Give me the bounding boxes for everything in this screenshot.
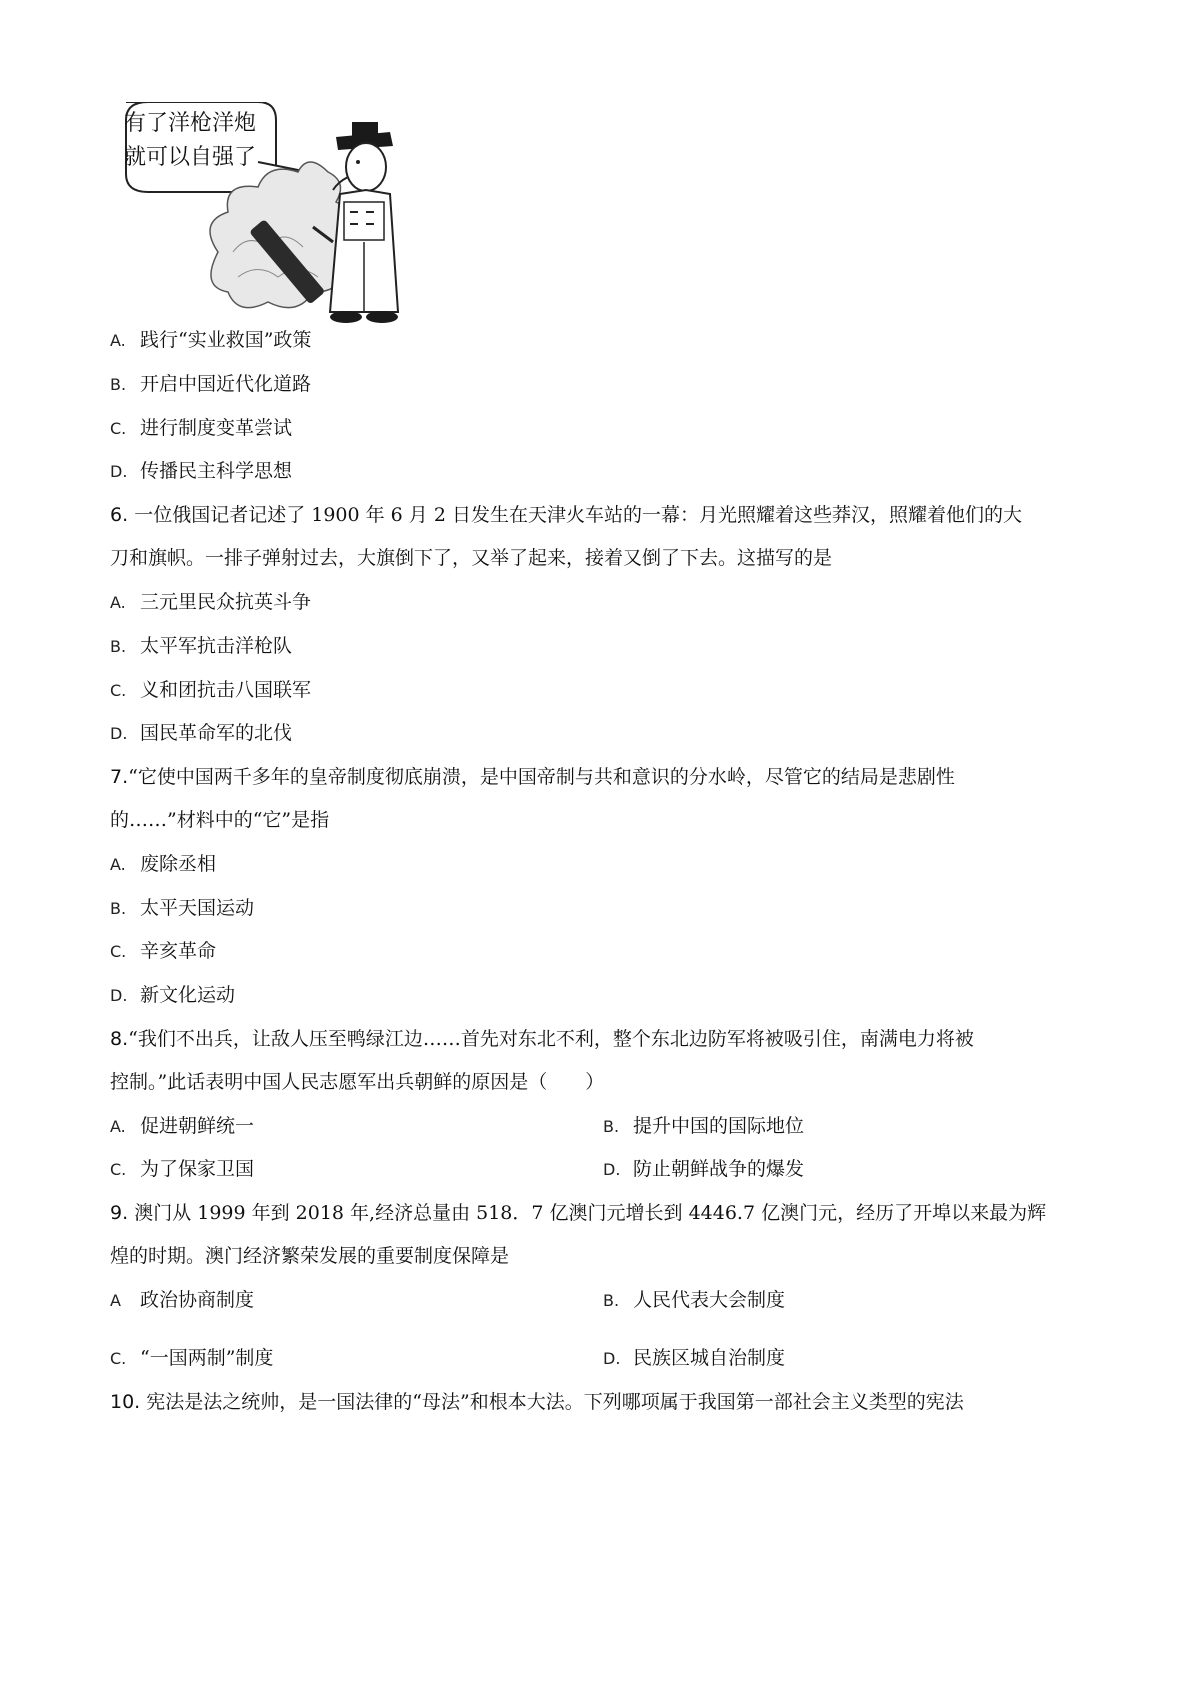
bubble-text-line1: 有了洋枪洋炮 xyxy=(124,111,257,136)
q9-stem-line2: 煌的时期。澳门经济繁荣发展的重要制度保障是 xyxy=(110,1245,510,1267)
q7-option-c xyxy=(110,936,216,963)
question-text: 宪法是法之统帅，是一国法律的“母法”和根本大法。下列哪项属于我国第一部社会主义类型的宪法 xyxy=(146,1391,964,1413)
q6-stem-line2: 刀和旗帜。一排子弹射过去，大旗倒下了，又举了起来，接着又倒了下去。这描写的是 xyxy=(110,547,833,569)
option-letter: C. xyxy=(110,419,127,438)
q6-stem-line1 xyxy=(110,500,1022,527)
option-text: 为了保家卫国 xyxy=(140,1158,255,1180)
option-text: 新文化运动 xyxy=(140,984,236,1006)
option-text: 防止朝鲜战争的爆发 xyxy=(633,1158,805,1180)
option-letter: D. xyxy=(603,1160,621,1179)
q7-option-d xyxy=(110,980,235,1007)
q9-stem-line1 xyxy=(110,1198,1046,1225)
option-letter: B. xyxy=(603,1291,620,1310)
q8-option-b xyxy=(603,1111,804,1138)
option-letter: B. xyxy=(110,899,127,918)
question-text: “我们不出兵，让敌人压至鸭绿江边……首先对东北不利，整个东北边防军将被吸引住，南满电力将被 xyxy=(128,1028,974,1050)
option-text: 政治协商制度 xyxy=(140,1289,255,1311)
option-letter: A. xyxy=(110,855,126,874)
option-letter: D. xyxy=(110,724,128,743)
option-text: “一国两制”制度 xyxy=(140,1347,274,1369)
option-text: 辛亥革命 xyxy=(140,940,217,962)
question-text: “它使中国两千多年的皇帝制度彻底崩溃，是中国帝制与共和意识的分水岭，尽管它的结局是悲剧性 xyxy=(128,766,955,788)
q9-option-d xyxy=(603,1343,785,1370)
option-text: 践行“实业救国”政策 xyxy=(140,329,312,351)
question-number: 10. xyxy=(110,1391,141,1413)
q8-option-d xyxy=(603,1154,804,1181)
q8-stem-line2: 控制。”此话表明中国人民志愿军出兵朝鲜的原因是（ ） xyxy=(110,1071,605,1093)
q9-option-b xyxy=(603,1285,785,1312)
q7-option-a xyxy=(110,849,216,876)
q6-option-a xyxy=(110,587,311,614)
option-letter: B. xyxy=(110,637,127,656)
q7-stem-line1 xyxy=(110,762,955,789)
q5-option-d xyxy=(110,456,292,483)
option-letter: D. xyxy=(110,986,128,1005)
option-text: 提升中国的国际地位 xyxy=(633,1115,805,1137)
q8-option-a xyxy=(110,1111,254,1138)
option-letter: B. xyxy=(603,1117,620,1136)
option-letter: D. xyxy=(603,1349,621,1368)
q8-stem-line1 xyxy=(110,1024,974,1051)
q10-stem-line1 xyxy=(110,1387,964,1414)
question-number: 8. xyxy=(110,1028,129,1050)
option-text: 废除丞相 xyxy=(140,853,217,875)
option-text: 义和团抗击八国联军 xyxy=(140,679,312,701)
option-letter: A. xyxy=(110,593,126,612)
q6-option-b xyxy=(110,631,292,658)
option-text: 进行制度变革尝试 xyxy=(140,417,293,439)
option-text: 人民代表大会制度 xyxy=(633,1289,786,1311)
q9-option-a xyxy=(110,1285,254,1312)
option-text: 传播民主科学思想 xyxy=(140,460,293,482)
question-text: 澳门从 1999 年到 2018 年,经济总量由 518．7 亿澳门元增长到 4446.7 亿澳门元，经历了开埠以来最为辉 xyxy=(134,1202,1047,1224)
option-text: 促进朝鲜统一 xyxy=(140,1115,255,1137)
q9-option-c xyxy=(110,1343,273,1370)
q6-option-d xyxy=(110,718,292,745)
option-letter: B. xyxy=(110,375,127,394)
option-letter: A. xyxy=(110,1117,126,1136)
question-number: 6. xyxy=(110,504,129,526)
option-letter: A. xyxy=(110,331,126,350)
option-text: 国民革命军的北伐 xyxy=(140,722,293,744)
option-letter: D. xyxy=(110,462,128,481)
option-text: 太平天国运动 xyxy=(140,897,255,919)
bubble-text-line2: 就可以自强了 xyxy=(124,145,257,170)
q5-option-c xyxy=(110,413,292,440)
q5-option-b xyxy=(110,369,311,396)
option-text: 开启中国近代化道路 xyxy=(140,373,312,395)
question-number: 9. xyxy=(110,1202,129,1224)
question-number: 7. xyxy=(110,766,129,788)
option-text: 三元里民众抗英斗争 xyxy=(140,591,312,613)
option-letter: C. xyxy=(110,942,127,961)
q6-option-c xyxy=(110,675,311,702)
q5-option-a xyxy=(110,325,311,352)
option-text: 太平军抗击洋枪队 xyxy=(140,635,293,657)
q7-stem-line2: 的……”材料中的“它”是指 xyxy=(110,809,330,831)
option-letter: C. xyxy=(110,1160,127,1179)
option-letter: C. xyxy=(110,681,127,700)
q7-option-b xyxy=(110,893,254,920)
q8-option-c xyxy=(110,1154,254,1181)
option-letter: C. xyxy=(110,1349,127,1368)
option-letter: A xyxy=(110,1291,121,1310)
question-text: 一位俄国记者记述了 1900 年 6 月 2 日发生在天津火车站的一幕：月光照耀着这些莽汉，照耀着他们的大 xyxy=(134,504,1022,526)
option-text: 民族区城自治制度 xyxy=(633,1347,786,1369)
